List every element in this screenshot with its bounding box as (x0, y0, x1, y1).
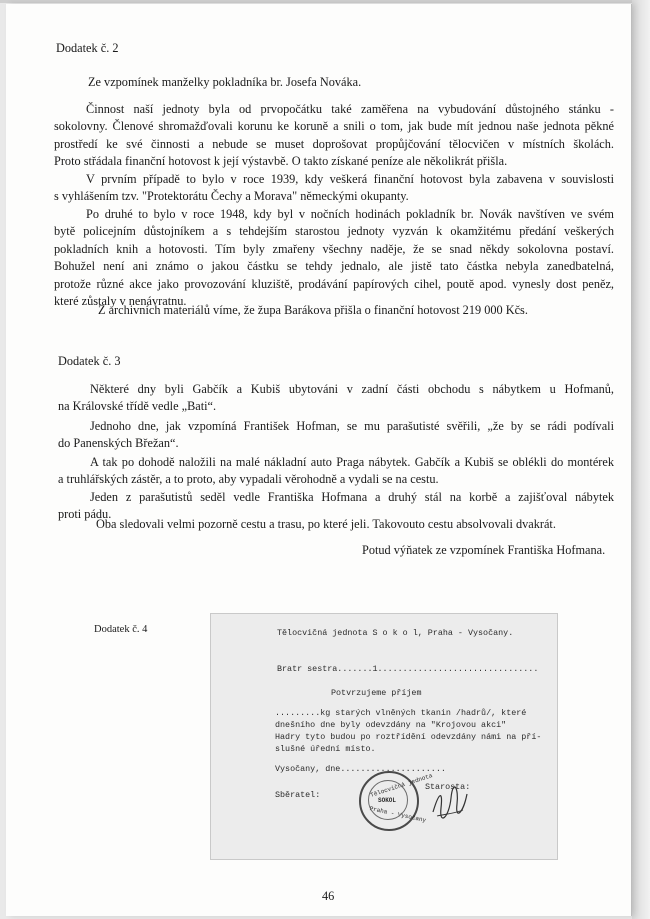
stamp-top-text: Tělocvičná jednota (369, 772, 434, 799)
receipt-header: Tělocvičná jednota S o k o l, Praha - Vysočany. (277, 628, 514, 638)
receipt-chairman: Starosta: (425, 782, 471, 792)
addendum-3-paragraph-4: Jeden z parašutistů seděl vedle Františka Hofmana a druhý stál na korbě a zajišťoval nábytek proti pádu. (58, 490, 614, 522)
stamp-bottom-text: Praha - Vysočany (368, 805, 427, 824)
addendum-4-heading: Dodatek č. 4 (94, 624, 148, 635)
receipt-body-line-4: slušné úřední místo. (275, 744, 376, 754)
stamp-mid-text: SOKOL (378, 797, 397, 804)
addendum-3-paragraph-5: Oba sledovali velmi pozorně cestu a trasu, po které jeli. Takovouto cestu absolvovali dvakrát. (96, 517, 556, 531)
top-edge (0, 0, 650, 3)
receipt-body-line-3: Hadry tyto budou po roztřídění odevzdány námi na pří- (275, 732, 542, 742)
addendum-3-heading: Dodatek č. 3 (58, 354, 121, 368)
addendum-2-paragraph-1: Činnost naší jednoty byla od prvopočátku také zaměřena na vybudování důstojného stánku - sokolovny. Členové shromažďovali korunu ke koruně a snili o tom, jak bude mít jednou naše jednota pěkné prostředí ke své činnosti a nebude se muset doprošovat propůjčování tělocvičen v místních školách. Proto střádala finanční hotovost k její výstavbě. O takto získané peníze ale několikrát přišla. (54, 102, 614, 169)
receipt-collector: Sběratel: (275, 790, 321, 800)
addendum-3-closing: Potud výňatek ze vzpomínek Františka Hofmana. (362, 543, 606, 557)
addendum-3-paragraph-3: A tak po dohodě naložili na malé nákladní auto Praga nábytek. Gabčík a Kubiš se oblékli do montérek a truhlářských zástěr, a to proto, aby vypadali věrohodně a vydali se na cestu. (58, 455, 614, 487)
receipt-body-line-1: .........kg starých vlněných tkanin /hadrů/, které (275, 708, 527, 718)
page-number: 46 (322, 889, 335, 903)
sokol-stamp (359, 771, 434, 831)
document-page (6, 4, 631, 916)
receipt-body-line-2: dnešního dne byly odevzdány na "Krojovou akci" (275, 720, 507, 730)
receipt-title: Potvrzujeme příjem (331, 688, 422, 698)
addendum-3-paragraph-1: Některé dny byli Gabčík a Kubiš ubytováni v zadní části obchodu s nábytkem u Hofmanů, na Královské třídě vedle „Bati“. (58, 382, 614, 414)
receipt-photo (210, 613, 558, 860)
addendum-2-intro: Ze vzpomínek manželky pokladníka br. Josefa Nováka. (88, 75, 362, 89)
addendum-2-paragraph-3: Po druhé to bylo v roce 1948, kdy byl v nočních hodinách pokladník br. Novák navštíven ve svém bytě policejním důstojníkem a s tehdejším starostou jednoty vyzván k okamžitému předání veškerých pokladních knih a hotovosti. Tím byly zmařeny všechny naděje, že se snad někdy sokolovna postaví. Bohužel není ani známo o jakou částku se tehdy jednalo, ale jistě tato částka nebyla zanedbatelná, protože různé akce jako provozování kluziště, prodávání papírových cihel, poutě apod. vynesly dost peněz, které zůstaly v nenávratnu. (54, 207, 614, 309)
addendum-2-heading: Dodatek č. 2 (56, 41, 119, 55)
receipt-place-date: Vysočany, dne..................... (275, 764, 446, 774)
page-edge (632, 0, 650, 919)
receipt-recipient: Bratr sestra.......1................................ (277, 664, 539, 674)
handwritten-signature (429, 784, 469, 824)
addendum-2-paragraph-4: Z archivních materiálů víme, že župa Barákova přišla o finanční hotovost 219 000 Kčs. (98, 303, 528, 317)
addendum-3-paragraph-2: Jednoho dne, jak vzpomíná František Hofman, se mu parašutisté svěřili, „že by se rádi podívali do Panenských Břežan“. (58, 419, 614, 451)
addendum-2-paragraph-2: V prvním případě to bylo v roce 1939, kdy veškerá finanční hotovost byla zabavena v souvislosti s vyhlášením tzv. "Protektorátu Čechy a Morava" německými okupanty. (54, 172, 614, 204)
